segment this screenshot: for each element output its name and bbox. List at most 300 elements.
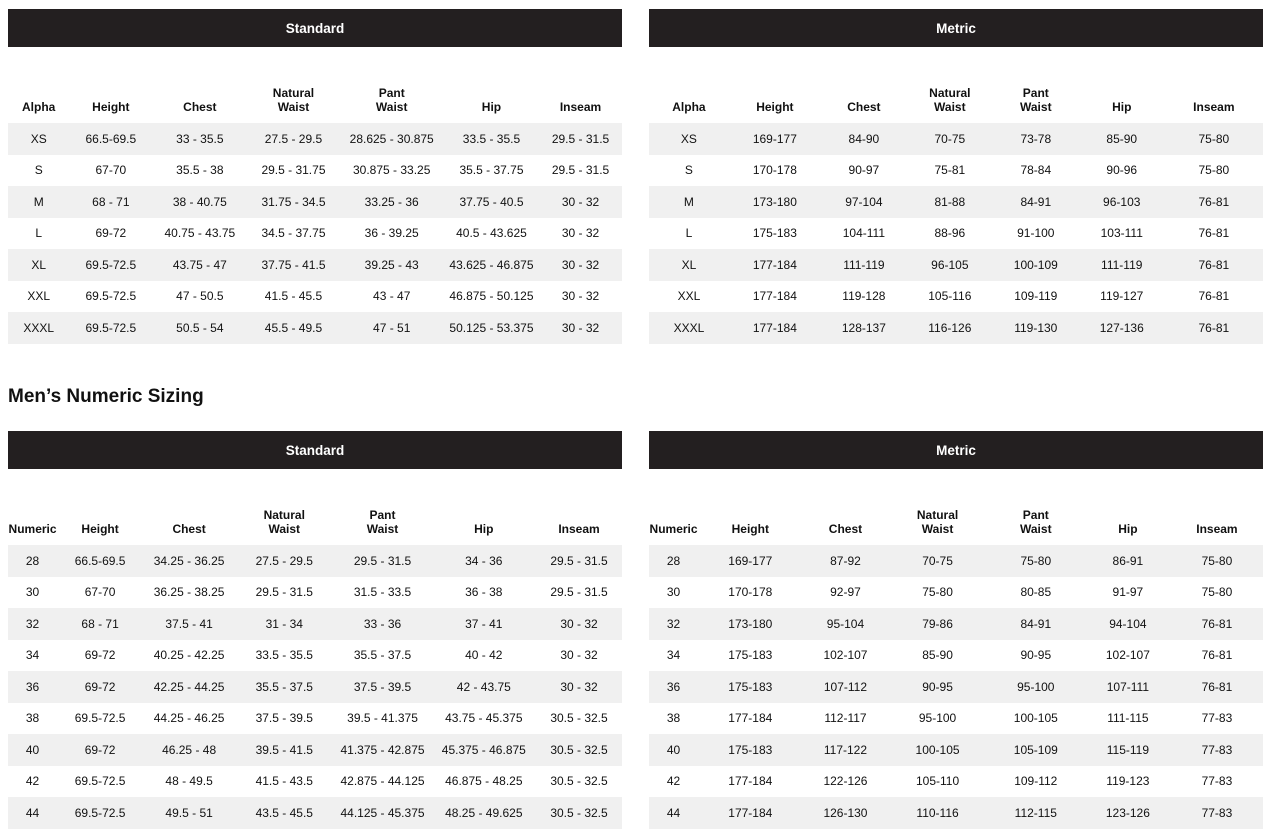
table-cell: S [649, 155, 729, 187]
table-row [8, 186, 622, 218]
table-cell: 111-119 [1079, 249, 1165, 281]
table-cell: 27.5 - 29.5 [247, 123, 339, 155]
table-row [8, 797, 622, 829]
table-cell: 105-109 [987, 734, 1085, 766]
table-cell: 175-183 [729, 218, 821, 250]
table-cell: XXXL [649, 312, 729, 344]
table-cell: 177-184 [698, 797, 802, 829]
table-cell: 119-130 [993, 312, 1079, 344]
table-cell: 90-96 [1079, 155, 1165, 187]
column-header: Pant Waist [1020, 508, 1052, 536]
numeric-standard-banner: Standard [8, 431, 622, 469]
alpha-standard-table [8, 66, 622, 344]
column-header: Numeric [649, 522, 698, 536]
table-cell: 67-70 [57, 577, 143, 609]
table-cell: 69-72 [57, 671, 143, 703]
table-cell: 36 - 39.25 [340, 218, 444, 250]
table-cell: 170-178 [698, 577, 802, 609]
table-row [8, 218, 622, 250]
table-cell: 38 [649, 703, 698, 735]
table-row [649, 766, 1263, 798]
table-cell: 115-119 [1085, 734, 1171, 766]
table-cell: 96-103 [1079, 186, 1165, 218]
table-cell: 32 [8, 608, 57, 640]
table-cell: 37 - 41 [432, 608, 536, 640]
column-header: Inseam [559, 100, 602, 114]
table-cell: 30 [8, 577, 57, 609]
table-cell: 109-112 [987, 766, 1085, 798]
table-cell: 41.375 - 42.875 [333, 734, 431, 766]
table-row [649, 703, 1263, 735]
table-cell: 30 - 32 [536, 608, 622, 640]
column-header: Height [756, 100, 794, 114]
table-cell: 29.5 - 31.5 [536, 577, 622, 609]
table-cell: 85-90 [1079, 123, 1165, 155]
table-cell: 107-111 [1085, 671, 1171, 703]
table-cell: 66.5-69.5 [69, 123, 152, 155]
table-cell: 30 - 32 [539, 281, 622, 313]
table-cell: 46.25 - 48 [143, 734, 235, 766]
table-cell: 38 [8, 703, 57, 735]
table-cell: 29.5 - 31.5 [333, 545, 431, 577]
table-cell: XXL [649, 281, 729, 313]
header-row [8, 66, 622, 123]
table-row [649, 608, 1263, 640]
table-cell: 30.5 - 32.5 [536, 766, 622, 798]
table-cell: 42.25 - 44.25 [143, 671, 235, 703]
table-cell: 69-72 [69, 218, 152, 250]
alpha-standard-section [8, 9, 622, 344]
table-cell: 173-180 [698, 608, 802, 640]
alpha-metric-section [649, 9, 1263, 344]
column-header: Chest [183, 100, 217, 114]
table-cell: 42 [649, 766, 698, 798]
table-cell: 42 [8, 766, 57, 798]
table-cell: XL [649, 249, 729, 281]
table-cell: 30.5 - 32.5 [536, 734, 622, 766]
table-cell: 102-107 [802, 640, 888, 672]
table-cell: 33 - 36 [333, 608, 431, 640]
table-cell: 39.5 - 41.375 [333, 703, 431, 735]
table-cell: 90-95 [888, 671, 986, 703]
table-cell: 29.5 - 31.5 [536, 545, 622, 577]
table-cell: 77-83 [1171, 734, 1263, 766]
table-cell: 84-90 [821, 123, 907, 155]
table-cell: 40.75 - 43.75 [152, 218, 247, 250]
table-cell: 95-100 [987, 671, 1085, 703]
table-cell: 76-81 [1165, 186, 1263, 218]
table-cell: 77-83 [1171, 766, 1263, 798]
table-cell: 44.125 - 45.375 [333, 797, 431, 829]
table-cell: 100-105 [987, 703, 1085, 735]
table-row [8, 703, 622, 735]
table-cell: 47 - 51 [340, 312, 444, 344]
column-header: Pant Waist [1020, 86, 1052, 114]
table-cell: 69.5-72.5 [57, 766, 143, 798]
table-cell: 30 - 32 [536, 640, 622, 672]
table-cell: 169-177 [729, 123, 821, 155]
column-header: Chest [847, 100, 881, 114]
table-cell: 109-119 [993, 281, 1079, 313]
table-cell: 43.5 - 45.5 [235, 797, 333, 829]
table-cell: 69-72 [57, 734, 143, 766]
table-cell: 84-91 [987, 608, 1085, 640]
table-cell: 103-111 [1079, 218, 1165, 250]
table-cell: 36 [649, 671, 698, 703]
table-cell: 126-130 [802, 797, 888, 829]
column-header: Height [81, 522, 119, 536]
table-row [649, 249, 1263, 281]
table-cell: 46.875 - 48.25 [432, 766, 536, 798]
table-cell: 111-115 [1085, 703, 1171, 735]
table-cell: 30.5 - 32.5 [536, 797, 622, 829]
table-cell: L [8, 218, 69, 250]
table-cell: 40 [8, 734, 57, 766]
column-header: Alpha [672, 100, 706, 114]
table-cell: 40 [649, 734, 698, 766]
table-cell: 44.25 - 46.25 [143, 703, 235, 735]
table-cell: 87-92 [802, 545, 888, 577]
table-cell: XS [649, 123, 729, 155]
table-cell: 119-128 [821, 281, 907, 313]
table-cell: 28 [649, 545, 698, 577]
table-cell: XXL [8, 281, 69, 313]
table-cell: 34 [649, 640, 698, 672]
header-row [649, 66, 1263, 123]
column-header: Alpha [22, 100, 56, 114]
table-cell: 28 [8, 545, 57, 577]
table-cell: 75-80 [1165, 155, 1263, 187]
table-cell: 117-122 [802, 734, 888, 766]
table-cell: 175-183 [698, 734, 802, 766]
table-row [8, 545, 622, 577]
table-row [649, 155, 1263, 187]
table-cell: 48 - 49.5 [143, 766, 235, 798]
column-header: Natural Waist [263, 508, 305, 536]
table-cell: 68 - 71 [57, 608, 143, 640]
table-cell: XS [8, 123, 69, 155]
table-cell: 97-104 [821, 186, 907, 218]
table-cell: 177-184 [698, 766, 802, 798]
table-cell: 123-126 [1085, 797, 1171, 829]
table-cell: 41.5 - 43.5 [235, 766, 333, 798]
table-cell: 40.5 - 43.625 [444, 218, 539, 250]
table-cell: 90-95 [987, 640, 1085, 672]
table-cell: 105-116 [907, 281, 993, 313]
table-cell: 112-117 [802, 703, 888, 735]
table-cell: 50.5 - 54 [152, 312, 247, 344]
table-cell: 69.5-72.5 [69, 249, 152, 281]
table-cell: 47 - 50.5 [152, 281, 247, 313]
table-cell: 81-88 [907, 186, 993, 218]
table-cell: 43 - 47 [340, 281, 444, 313]
table-cell: 30 - 32 [539, 218, 622, 250]
table-cell: 127-136 [1079, 312, 1165, 344]
table-cell: 39.25 - 43 [340, 249, 444, 281]
table-cell: 41.5 - 45.5 [247, 281, 339, 313]
table-cell: M [8, 186, 69, 218]
column-header: Pant Waist [375, 86, 408, 114]
table-cell: 105-110 [888, 766, 986, 798]
table-cell: 69-72 [57, 640, 143, 672]
table-cell: 69.5-72.5 [57, 797, 143, 829]
column-header: Hip [481, 100, 502, 114]
table-cell: 37.75 - 41.5 [247, 249, 339, 281]
table-cell: 88-96 [907, 218, 993, 250]
table-cell: 35.5 - 37.5 [235, 671, 333, 703]
table-cell: 30 [649, 577, 698, 609]
table-cell: 30 - 32 [539, 186, 622, 218]
column-header: Hip [1112, 100, 1132, 114]
table-cell: 112-115 [987, 797, 1085, 829]
numeric-metric-table [649, 488, 1263, 829]
table-cell: 75-80 [1171, 545, 1263, 577]
table-cell: 94-104 [1085, 608, 1171, 640]
table-cell: 44 [8, 797, 57, 829]
numeric-standard-section [8, 431, 622, 829]
table-cell: 37.5 - 39.5 [235, 703, 333, 735]
table-cell: 77-83 [1171, 703, 1263, 735]
table-cell: 69.5-72.5 [57, 703, 143, 735]
table-cell: 175-183 [698, 640, 802, 672]
numeric-standard-table [8, 488, 622, 829]
table-cell: 95-104 [802, 608, 888, 640]
table-cell: 37.5 - 41 [143, 608, 235, 640]
table-cell: 111-119 [821, 249, 907, 281]
table-cell: 76-81 [1165, 249, 1263, 281]
table-row [8, 123, 622, 155]
table-cell: 73-78 [993, 123, 1079, 155]
table-cell: 76-81 [1171, 640, 1263, 672]
column-header: Hip [1118, 522, 1138, 536]
table-cell: 75-80 [1171, 577, 1263, 609]
table-cell: 70-75 [907, 123, 993, 155]
table-cell: S [8, 155, 69, 187]
table-cell: 76-81 [1165, 312, 1263, 344]
table-cell: 177-184 [729, 281, 821, 313]
table-cell: 110-116 [888, 797, 986, 829]
numeric-metric-banner: Metric [649, 431, 1263, 469]
table-cell: 33 - 35.5 [152, 123, 247, 155]
column-header: Inseam [1196, 522, 1238, 536]
table-row [8, 608, 622, 640]
table-cell: XL [8, 249, 69, 281]
table-cell: 45.375 - 46.875 [432, 734, 536, 766]
table-cell: 79-86 [888, 608, 986, 640]
table-cell: 46.875 - 50.125 [444, 281, 539, 313]
table-cell: 91-97 [1085, 577, 1171, 609]
table-row [649, 281, 1263, 313]
table-row [8, 155, 622, 187]
table-cell: 33.25 - 36 [340, 186, 444, 218]
table-row [649, 734, 1263, 766]
table-row [649, 797, 1263, 829]
table-cell: 90-97 [821, 155, 907, 187]
table-cell: 86-91 [1085, 545, 1171, 577]
table-cell: 27.5 - 29.5 [235, 545, 333, 577]
table-row [649, 545, 1263, 577]
table-cell: 107-112 [802, 671, 888, 703]
table-cell: 92-97 [802, 577, 888, 609]
table-cell: 119-123 [1085, 766, 1171, 798]
table-cell: 75-81 [907, 155, 993, 187]
table-cell: 170-178 [729, 155, 821, 187]
table-row [8, 312, 622, 344]
table-cell: M [649, 186, 729, 218]
table-cell: 100-109 [993, 249, 1079, 281]
table-cell: 91-100 [993, 218, 1079, 250]
table-cell: 29.5 - 31.75 [247, 155, 339, 187]
table-cell: 35.5 - 37.5 [333, 640, 431, 672]
table-cell: 100-105 [888, 734, 986, 766]
table-cell: 39.5 - 41.5 [235, 734, 333, 766]
table-cell: 43.625 - 46.875 [444, 249, 539, 281]
table-cell: 36 - 38 [432, 577, 536, 609]
alpha-metric-banner: Metric [649, 9, 1263, 47]
table-cell: 76-81 [1165, 281, 1263, 313]
table-cell: 44 [649, 797, 698, 829]
table-cell: 42 - 43.75 [432, 671, 536, 703]
table-row [8, 281, 622, 313]
table-cell: 40 - 42 [432, 640, 536, 672]
table-cell: 43.75 - 47 [152, 249, 247, 281]
column-header: Natural Waist [929, 86, 971, 114]
table-cell: 119-127 [1079, 281, 1165, 313]
table-cell: 34.5 - 37.75 [247, 218, 339, 250]
table-cell: L [649, 218, 729, 250]
table-cell: 69.5-72.5 [69, 312, 152, 344]
table-cell: 76-81 [1171, 608, 1263, 640]
table-row [649, 640, 1263, 672]
table-cell: 38 - 40.75 [152, 186, 247, 218]
alpha-metric-table [649, 66, 1263, 344]
table-cell: 50.125 - 53.375 [444, 312, 539, 344]
table-row [649, 186, 1263, 218]
table-cell: 30.875 - 33.25 [340, 155, 444, 187]
table-cell: 36 [8, 671, 57, 703]
column-header: Numeric [8, 522, 57, 536]
table-row [8, 640, 622, 672]
column-header: Height [92, 100, 130, 114]
header-row [649, 488, 1263, 545]
table-cell: 31.75 - 34.5 [247, 186, 339, 218]
table-cell: 66.5-69.5 [57, 545, 143, 577]
table-cell: 104-111 [821, 218, 907, 250]
column-header: Pant Waist [366, 508, 399, 536]
table-row [8, 734, 622, 766]
table-cell: 116-126 [907, 312, 993, 344]
table-cell: 175-183 [698, 671, 802, 703]
table-cell: 67-70 [69, 155, 152, 187]
table-cell: 30 - 32 [539, 312, 622, 344]
table-cell: 32 [649, 608, 698, 640]
table-cell: 95-100 [888, 703, 986, 735]
table-cell: 34 [8, 640, 57, 672]
table-cell: 36.25 - 38.25 [143, 577, 235, 609]
table-cell: 75-80 [1165, 123, 1263, 155]
table-cell: 30 - 32 [539, 249, 622, 281]
column-header: Natural Waist [916, 508, 959, 536]
table-row [649, 123, 1263, 155]
table-row [649, 671, 1263, 703]
table-cell: 102-107 [1085, 640, 1171, 672]
table-cell: 177-184 [729, 249, 821, 281]
table-cell: 75-80 [987, 545, 1085, 577]
table-cell: 69.5-72.5 [69, 281, 152, 313]
numeric-metric-section [649, 431, 1263, 829]
table-cell: 31.5 - 33.5 [333, 577, 431, 609]
column-header: Chest [828, 522, 863, 536]
table-cell: 76-81 [1171, 671, 1263, 703]
table-cell: 70-75 [888, 545, 986, 577]
table-row [8, 671, 622, 703]
table-row [649, 312, 1263, 344]
table-cell: XXXL [8, 312, 69, 344]
table-cell: 28.625 - 30.875 [340, 123, 444, 155]
column-header: Inseam [1193, 100, 1235, 114]
table-cell: 40.25 - 42.25 [143, 640, 235, 672]
table-cell: 45.5 - 49.5 [247, 312, 339, 344]
table-cell: 49.5 - 51 [143, 797, 235, 829]
column-header: Chest [172, 522, 206, 536]
table-cell: 80-85 [987, 577, 1085, 609]
table-cell: 29.5 - 31.5 [539, 123, 622, 155]
table-cell: 84-91 [993, 186, 1079, 218]
header-row [8, 488, 622, 545]
table-cell: 37.5 - 39.5 [333, 671, 431, 703]
table-cell: 177-184 [729, 312, 821, 344]
table-cell: 35.5 - 38 [152, 155, 247, 187]
table-cell: 33.5 - 35.5 [444, 123, 539, 155]
table-cell: 76-81 [1165, 218, 1263, 250]
table-row [8, 577, 622, 609]
table-row [8, 249, 622, 281]
table-cell: 43.75 - 45.375 [432, 703, 536, 735]
table-row [649, 577, 1263, 609]
table-cell: 169-177 [698, 545, 802, 577]
table-cell: 173-180 [729, 186, 821, 218]
table-cell: 128-137 [821, 312, 907, 344]
table-cell: 48.25 - 49.625 [432, 797, 536, 829]
table-row [8, 766, 622, 798]
table-cell: 68 - 71 [69, 186, 152, 218]
table-cell: 77-83 [1171, 797, 1263, 829]
table-cell: 29.5 - 31.5 [235, 577, 333, 609]
column-header: Height [731, 522, 769, 536]
table-cell: 34 - 36 [432, 545, 536, 577]
table-cell: 30.5 - 32.5 [536, 703, 622, 735]
column-header: Natural Waist [272, 86, 315, 114]
table-cell: 30 - 32 [536, 671, 622, 703]
alpha-standard-banner: Standard [8, 9, 622, 47]
column-header: Hip [474, 522, 494, 536]
table-cell: 29.5 - 31.5 [539, 155, 622, 187]
table-cell: 177-184 [698, 703, 802, 735]
table-cell: 122-126 [802, 766, 888, 798]
table-cell: 85-90 [888, 640, 986, 672]
table-cell: 75-80 [888, 577, 986, 609]
section-heading: Men’s Numeric Sizing [8, 386, 204, 407]
table-cell: 35.5 - 37.75 [444, 155, 539, 187]
table-cell: 34.25 - 36.25 [143, 545, 235, 577]
table-cell: 42.875 - 44.125 [333, 766, 431, 798]
table-cell: 96-105 [907, 249, 993, 281]
table-cell: 33.5 - 35.5 [235, 640, 333, 672]
table-cell: 31 - 34 [235, 608, 333, 640]
table-row [649, 218, 1263, 250]
column-header: Inseam [558, 522, 600, 536]
table-cell: 37.75 - 40.5 [444, 186, 539, 218]
